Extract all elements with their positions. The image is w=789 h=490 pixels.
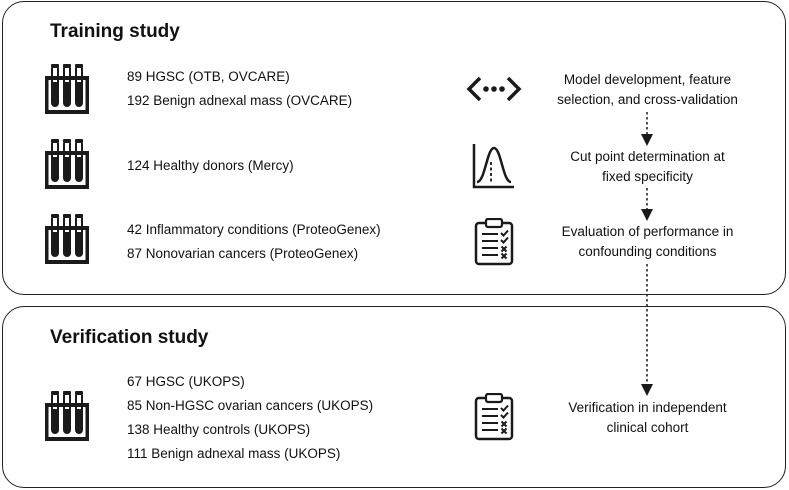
cohort-line: 138 Healthy controls (UKOPS) — [127, 422, 311, 437]
verification-title: Verification study — [50, 327, 209, 348]
cohort-line: 111 Benign adnexal mass (UKOPS) — [127, 446, 341, 461]
cohort-line: 67 HGSC (UKOPS) — [127, 374, 245, 389]
sample-line: 87 Nonovarian cancers (ProteoGenex) — [127, 246, 359, 261]
step-cut-point: Cut point determination at fixed specificity — [570, 149, 725, 184]
sample-line: 89 HGSC (OTB, OVCARE) — [127, 69, 290, 84]
sample-line: 42 Inflammatory conditions (ProteoGenex) — [127, 222, 381, 237]
step-evaluation: Evaluation of performance in confounding conditions — [561, 224, 734, 259]
step-verification: Verification in independent clinical cohort — [568, 400, 727, 435]
cohort-line: 85 Non-HGSC ovarian cancers (UKOPS) — [127, 398, 374, 413]
step-model-development: Model development, feature selection, and cross-validation — [557, 72, 738, 107]
sample-line: 192 Benign adnexal mass (OVCARE) — [127, 93, 353, 108]
training-title: Training study — [50, 21, 180, 42]
sample-line: 124 Healthy donors (Mercy) — [127, 158, 294, 173]
